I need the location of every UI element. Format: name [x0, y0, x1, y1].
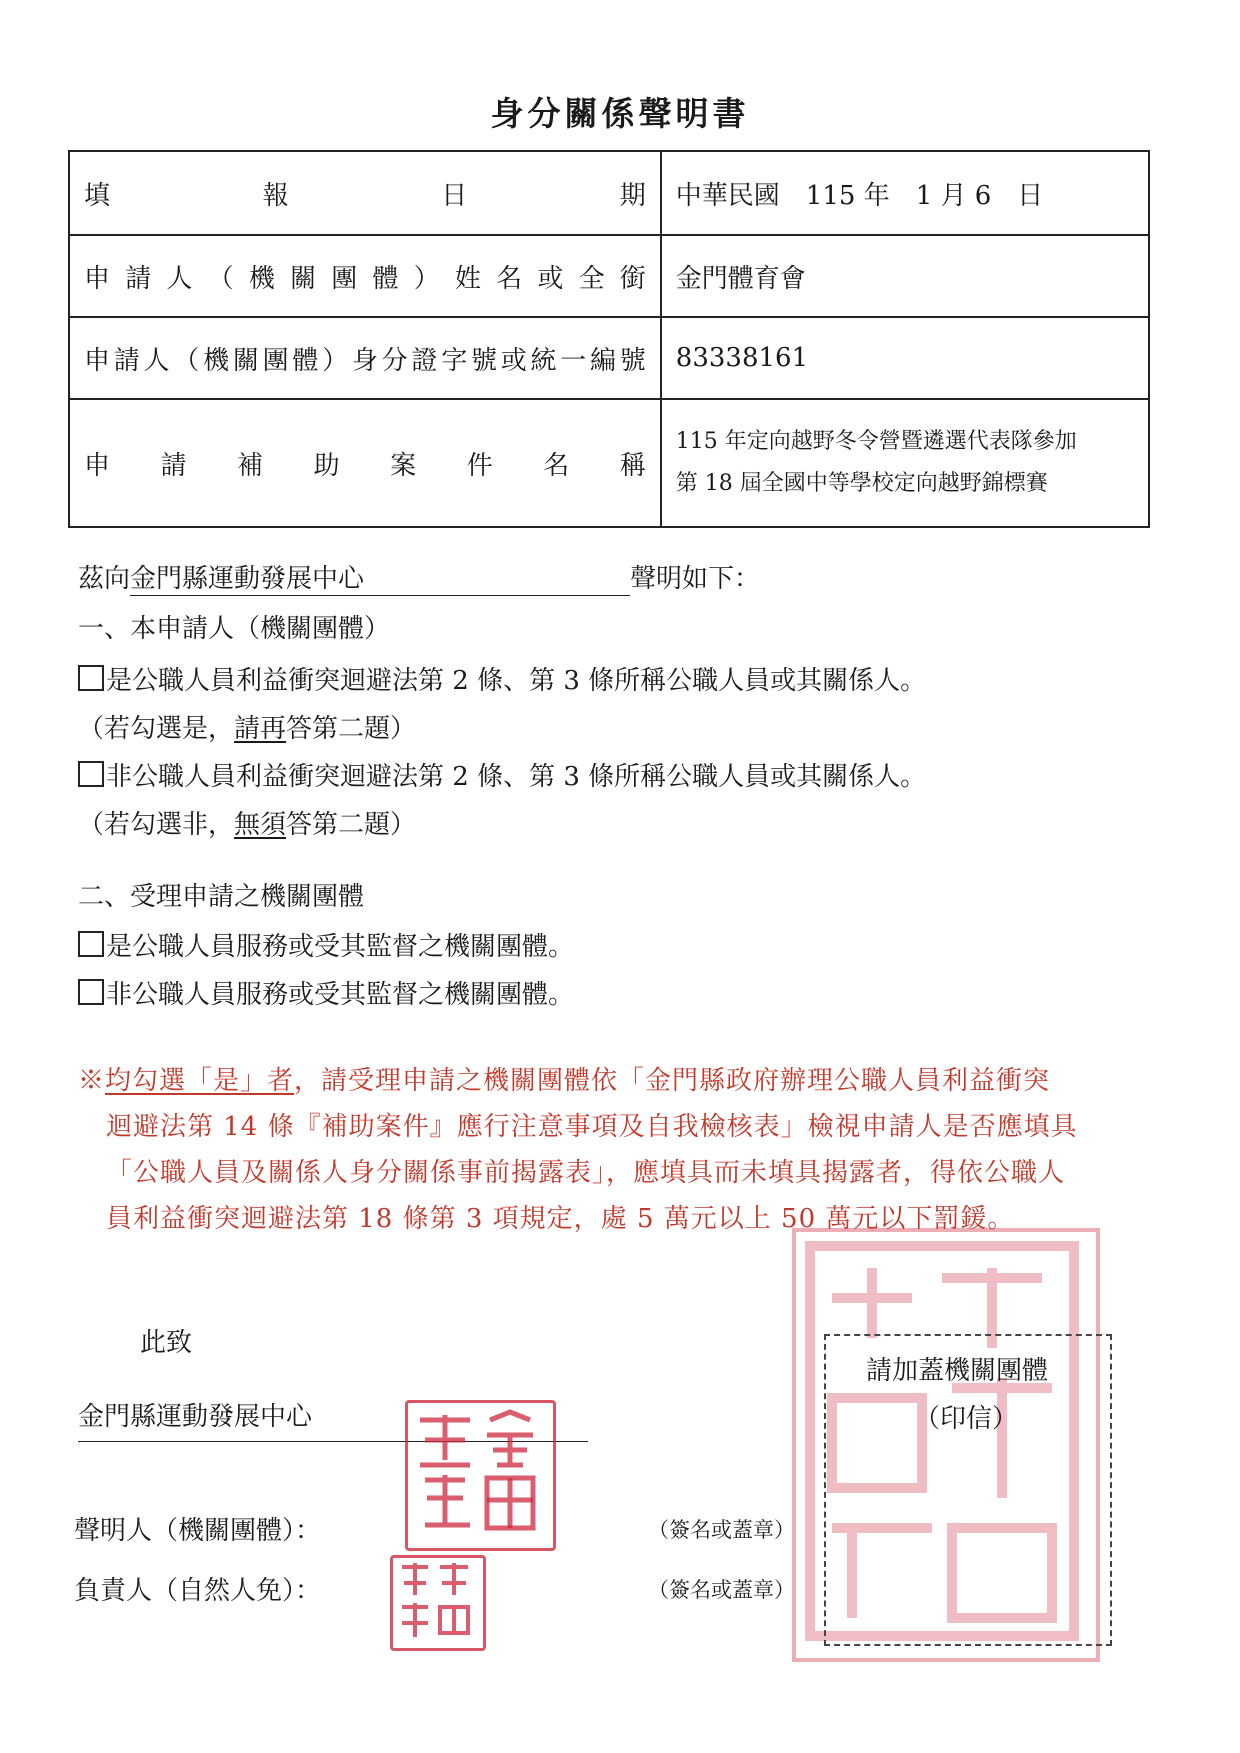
id-label: 申請人（機關團體）身分證字號或統一編號 [69, 317, 661, 399]
note-line2: 迴避法第 14 條『補助案件』應行注意事項及自我檢核表」檢視申請人是否應填具 [106, 1112, 1078, 1142]
section1-heading: 一、本申請人（機關團體） [78, 614, 391, 644]
hint-no-b: 無須 [234, 810, 287, 840]
name-label: 申請人（機關團體）姓名或全銜 [69, 235, 661, 317]
section1-option-yes [78, 660, 926, 697]
date-value: 中華民國 115 年 1 月 6 日 [661, 151, 1149, 235]
hint-yes-b: 請再 [234, 714, 287, 744]
case-value-line1: 115 年定向越野冬令營暨遴選代表隊參加 [675, 429, 1077, 454]
note-underlined: 均勾選「是」者 [105, 1066, 295, 1096]
section1-hint-yes [78, 708, 416, 745]
note-line1: ，請受理申請之機關團體依「金門縣政府辦理公職人員利益衝突 [294, 1066, 1051, 1096]
section1-no-checkbox[interactable] [78, 761, 104, 787]
section2-yes-label: 是公職人員服務或受其監督之機關團體。 [106, 932, 575, 962]
section2-no-checkbox[interactable] [78, 979, 104, 1005]
hint-yes-c: 答第二題） [286, 714, 417, 744]
application-info-table [68, 150, 1150, 528]
closing-salutation: 此致 [140, 1328, 193, 1358]
note-line4: 員利益衝突迴避法第 18 條第 3 項規定，處 5 萬元以上 50 萬元以下罰鍰。 [106, 1204, 1015, 1234]
section2-option-no [78, 974, 574, 1011]
section1-yes-checkbox[interactable] [78, 665, 104, 691]
seal-box-line1: 請加蓋機關團體 [866, 1356, 1049, 1386]
person-stamp-icon [390, 1555, 480, 1645]
responsible-label: 負責人（自然人免）： [74, 1576, 322, 1606]
name-value: 金門體育會 [661, 235, 1149, 317]
declaration-line [78, 558, 760, 596]
declarant-label: 聲明人（機關團體）： [74, 1516, 322, 1546]
case-label: 申請補助案件名稱 [69, 399, 661, 527]
table-row-date [69, 151, 1149, 235]
sign-hint-responsible: （簽名或蓋章） [648, 1578, 795, 1602]
hint-no-c: 答第二題） [286, 810, 417, 840]
hint-no-a: （若勾選非， [78, 810, 235, 840]
section2-no-label: 非公職人員服務或受其監督之機關團體。 [106, 980, 575, 1010]
org-stamp [405, 1400, 556, 1551]
case-value [661, 399, 1149, 527]
case-value-line2: 第 18 屆全國中等學校定向越野錦標賽 [675, 471, 1048, 496]
person-stamp [390, 1555, 486, 1651]
section1-yes-label: 是公職人員利益衝突迴避法第 2 條、第 3 條所稱公職人員或其關係人。 [106, 666, 927, 696]
note-line3: 「公職人員及關係人身分關係事前揭露表」，應填具而未填具揭露者，得依公職人 [106, 1158, 1066, 1188]
section1-no-label: 非公職人員利益衝突迴避法第 2 條、第 3 條所稱公職人員或其關係人。 [106, 762, 927, 792]
section1-hint-no [78, 804, 416, 841]
section2-option-yes [78, 926, 574, 963]
hint-yes-a: （若勾選是， [78, 714, 235, 744]
closing-recipient: 金門縣運動發展中心 [78, 1396, 588, 1442]
table-row-id [69, 317, 1149, 399]
page-title: 身分關係聲明書 [490, 94, 750, 133]
declaration-suffix: 聲明如下： [630, 564, 761, 594]
seal-box-line2: （印信） [914, 1404, 1019, 1434]
declaration-recipient: 金門縣運動發展中心 [130, 558, 630, 596]
table-row-case [69, 399, 1149, 527]
org-stamp-icon [405, 1400, 550, 1545]
section1-option-no [78, 756, 926, 793]
declaration-prefix: 茲向 [78, 564, 131, 594]
penalty-note [78, 1058, 1158, 1242]
section2-heading: 二、受理申請之機關團體 [78, 882, 365, 912]
official-seal-box [824, 1334, 1112, 1646]
id-value: 83338161 [661, 317, 1149, 399]
note-mark: ※ [78, 1066, 106, 1096]
date-label: 填報日期 [69, 151, 661, 235]
section2-yes-checkbox[interactable] [78, 931, 104, 957]
table-row-name [69, 235, 1149, 317]
sign-hint-declarant: （簽名或蓋章） [648, 1518, 795, 1542]
